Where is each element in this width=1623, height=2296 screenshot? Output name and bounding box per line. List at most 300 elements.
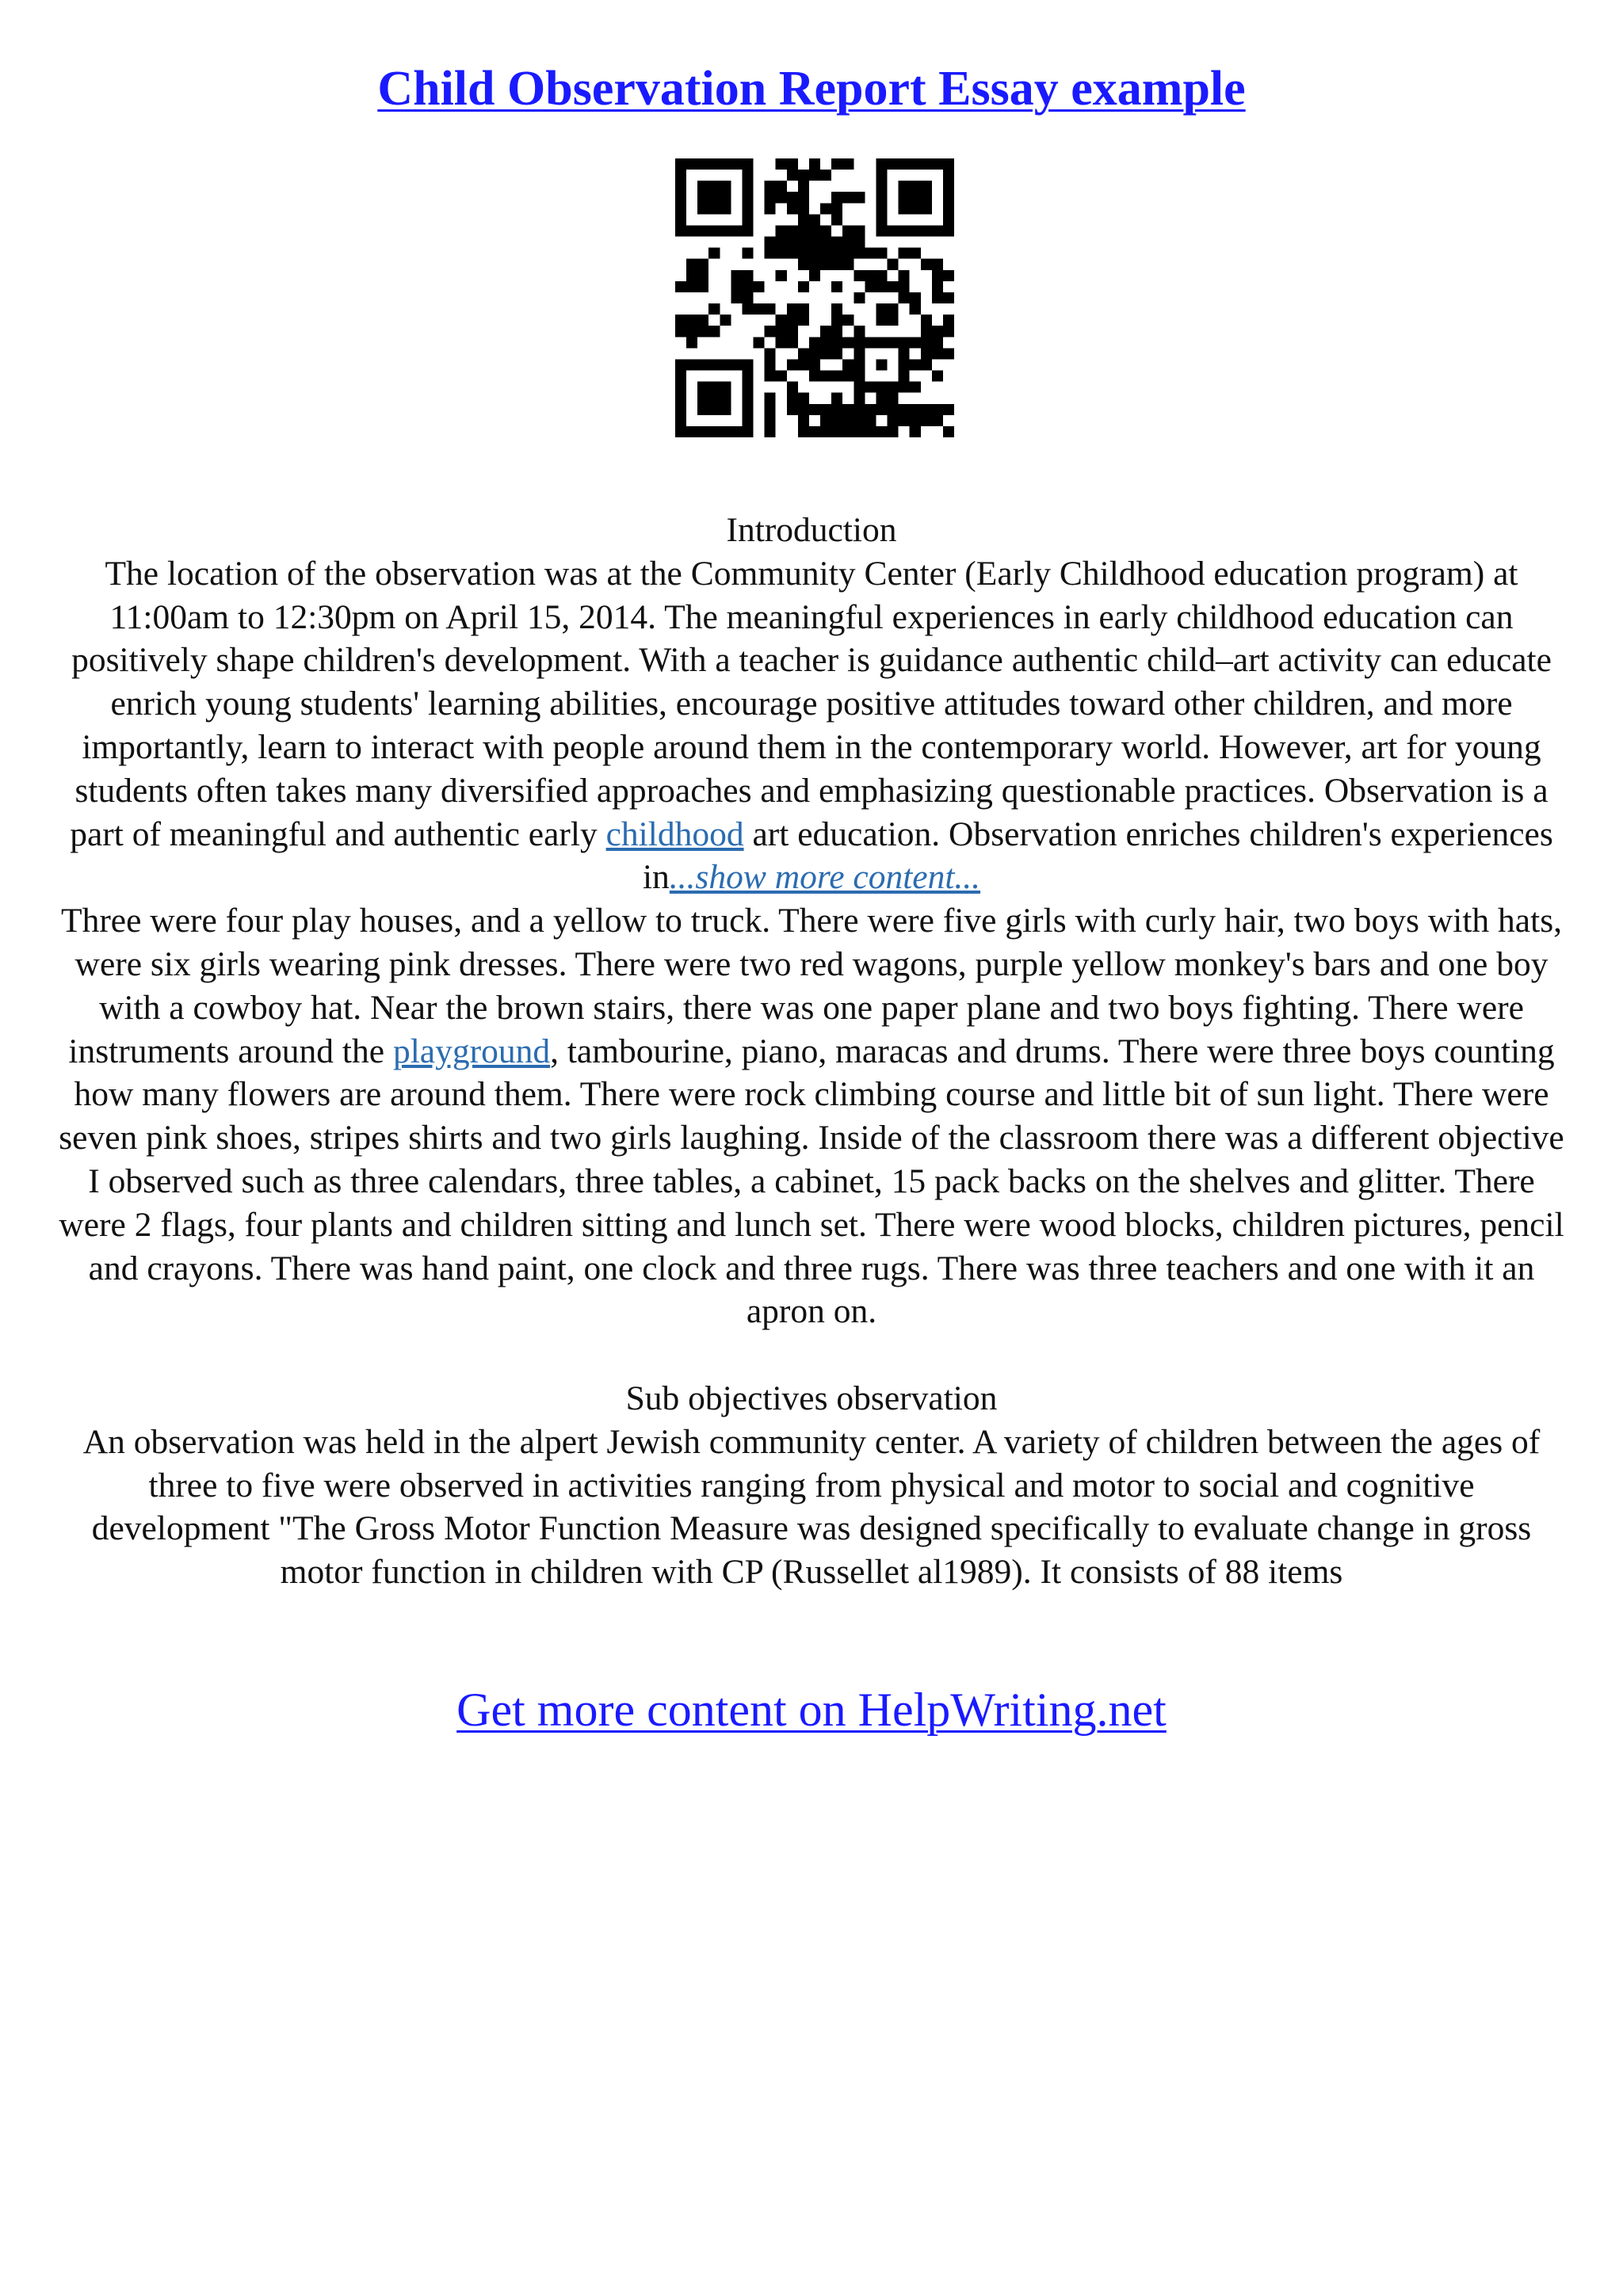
qr-module — [697, 382, 708, 393]
qr-module — [809, 404, 820, 415]
sub-objectives-heading: Sub objectives observation — [625, 1379, 998, 1417]
qr-module — [921, 181, 932, 192]
qr-module — [910, 337, 921, 348]
qr-module — [742, 303, 753, 315]
qr-module — [809, 337, 820, 348]
qr-module — [854, 415, 865, 426]
qr-module — [776, 315, 787, 326]
qr-module — [865, 415, 876, 426]
qr-module — [932, 259, 943, 270]
qr-module — [899, 181, 910, 192]
qr-module — [865, 248, 876, 259]
qr-module — [742, 359, 753, 370]
qr-module — [820, 426, 831, 437]
qr-module — [742, 371, 753, 382]
qr-module — [888, 259, 899, 270]
qr-module — [765, 371, 776, 382]
qr-module — [798, 203, 809, 214]
qr-module — [742, 225, 753, 236]
qr-module — [765, 348, 776, 359]
introduction-text-continued: art education. Observation enriches children's experiences in — [642, 814, 1553, 897]
qr-module — [720, 225, 731, 236]
qr-module — [831, 192, 842, 203]
qr-module — [842, 426, 854, 437]
footer — [0, 1680, 1623, 1740]
qr-module — [675, 214, 686, 225]
qr-module — [854, 382, 865, 393]
qr-module — [675, 170, 686, 181]
qr-module — [765, 237, 776, 248]
qr-module — [765, 248, 776, 259]
qr-module — [854, 393, 865, 404]
qr-module — [731, 158, 742, 170]
qr-module — [910, 359, 921, 370]
qr-module — [798, 404, 809, 415]
qr-module — [798, 315, 809, 326]
title-link[interactable]: Child Observation Report Essay example — [377, 62, 1246, 116]
qr-module — [697, 326, 708, 337]
qr-module — [842, 259, 854, 270]
qr-module — [854, 348, 865, 359]
qr-module — [876, 248, 887, 259]
qr-module — [809, 158, 820, 170]
qr-module — [910, 158, 921, 170]
qr-module — [932, 348, 943, 359]
qr-module — [921, 415, 932, 426]
qr-module — [742, 404, 753, 415]
qr-module — [776, 248, 787, 259]
qr-module — [731, 225, 742, 236]
qr-module — [787, 158, 798, 170]
qr-module — [921, 158, 932, 170]
qr-module — [809, 237, 820, 248]
qr-module — [742, 382, 753, 393]
qr-module — [809, 426, 820, 437]
qr-module — [686, 337, 697, 348]
qr-module — [742, 170, 753, 181]
qr-module — [675, 192, 686, 203]
playground-link[interactable]: playground — [392, 1032, 551, 1070]
qr-module — [708, 303, 720, 315]
qr-module — [831, 315, 842, 326]
qr-module — [910, 181, 921, 192]
qr-module — [720, 158, 731, 170]
document-body — [55, 509, 1568, 1594]
qr-module — [876, 303, 887, 315]
qr-module — [820, 225, 831, 236]
qr-module — [798, 359, 809, 370]
qr-module — [787, 382, 798, 393]
qr-module — [798, 192, 809, 203]
qr-module — [697, 270, 708, 281]
qr-module — [754, 337, 765, 348]
qr-module — [731, 270, 742, 281]
qr-module — [765, 203, 776, 214]
qr-module — [742, 393, 753, 404]
qr-module — [697, 225, 708, 236]
qr-module — [675, 326, 686, 337]
qr-module — [697, 259, 708, 270]
qr-module — [765, 404, 776, 415]
qr-module — [888, 382, 899, 393]
qr-module — [720, 203, 731, 214]
qr-module — [820, 415, 831, 426]
qr-module — [910, 382, 921, 393]
qr-module — [820, 170, 831, 181]
qr-module — [854, 192, 865, 203]
qr-module — [720, 382, 731, 393]
qr-module — [708, 326, 720, 337]
qr-module — [932, 281, 943, 292]
qr-module — [675, 371, 686, 382]
qr-module — [932, 337, 943, 348]
qr-module — [943, 292, 954, 303]
qr-module — [765, 303, 776, 315]
qr-module — [910, 404, 921, 415]
qr-module — [798, 259, 809, 270]
qr-module — [731, 292, 742, 303]
qr-module — [820, 326, 831, 337]
qr-module — [921, 348, 932, 359]
qr-module — [686, 259, 697, 270]
qr-module — [888, 393, 899, 404]
qr-module — [787, 359, 798, 370]
qr-module — [708, 404, 720, 415]
qr-module — [787, 192, 798, 203]
qr-module — [876, 393, 887, 404]
qr-module — [697, 281, 708, 292]
qr-module — [831, 337, 842, 348]
qr-module — [742, 248, 753, 259]
qr-module — [820, 337, 831, 348]
qr-module — [675, 315, 686, 326]
qr-module — [899, 225, 910, 236]
qr-module — [697, 315, 708, 326]
qr-module — [842, 415, 854, 426]
qr-module — [910, 192, 921, 203]
qr-module — [686, 426, 697, 437]
qr-module — [776, 326, 787, 337]
qr-module — [686, 326, 697, 337]
qr-module — [675, 393, 686, 404]
qr-module — [865, 404, 876, 415]
qr-module — [787, 315, 798, 326]
qr-module — [697, 203, 708, 214]
qr-module — [876, 315, 887, 326]
qr-module — [932, 270, 943, 281]
qr-module — [675, 281, 686, 292]
qr-module — [787, 237, 798, 248]
qr-module — [787, 337, 798, 348]
qr-module — [765, 426, 776, 437]
qr-module — [921, 326, 932, 337]
qr-module — [675, 359, 686, 370]
qr-module — [742, 415, 753, 426]
qr-module — [876, 214, 887, 225]
qr-module — [831, 415, 842, 426]
qr-module — [708, 359, 720, 370]
qr-module — [742, 181, 753, 192]
qr-module — [842, 404, 854, 415]
qr-module — [910, 303, 921, 315]
introduction-heading: Introduction — [726, 511, 897, 549]
qr-module — [686, 225, 697, 236]
qr-module — [921, 203, 932, 214]
qr-module — [776, 158, 787, 170]
qr-module — [932, 415, 943, 426]
qr-module — [943, 192, 954, 203]
qr-module — [776, 371, 787, 382]
qr-module — [831, 203, 842, 214]
qr-module — [697, 192, 708, 203]
qr-module — [854, 270, 865, 281]
qr-module — [798, 170, 809, 181]
show-more-content-link[interactable]: ...show more content... — [669, 858, 981, 897]
qr-module — [686, 158, 697, 170]
qr-module — [932, 225, 943, 236]
qr-module — [842, 337, 854, 348]
qr-module — [899, 158, 910, 170]
qr-module — [708, 393, 720, 404]
qr-module — [708, 426, 720, 437]
qr-module — [720, 181, 731, 192]
qr-module — [798, 426, 809, 437]
qr-module — [809, 348, 820, 359]
qr-module — [842, 359, 854, 370]
qr-module — [831, 259, 842, 270]
qr-module — [899, 382, 910, 393]
qr-module — [697, 404, 708, 415]
qr-module — [731, 359, 742, 370]
qr-module — [943, 203, 954, 214]
qr-module — [899, 348, 910, 359]
childhood-link[interactable]: childhood — [605, 814, 744, 853]
qr-module — [742, 192, 753, 203]
qr-module — [921, 225, 932, 236]
qr-module — [899, 371, 910, 382]
paragraph-gap — [55, 1333, 1568, 1377]
qr-module — [776, 337, 787, 348]
qr-module — [842, 192, 854, 203]
introduction-text: The location of the observation was at the Community Center (Early Childhood education program) at 11:00am to 12:30pm on April 15, 2014. The meaningful experiences in early childhood education can positively shape children's development. With a teacher is guidance authentic child–art activity can educate enrich young students' learning abilities, encourage positive attitudes toward other children, and more importantly, learn to interact with people around them in the contemporary world. However, art for young students often takes many diversified approaches and emphasizing questionable practices. Observation is a part of meaningful and authentic early — [70, 554, 1552, 853]
qr-module — [854, 248, 865, 259]
qr-module — [798, 303, 809, 315]
qr-module — [899, 281, 910, 292]
qr-module — [820, 348, 831, 359]
qr-module — [943, 404, 954, 415]
qr-module — [731, 281, 742, 292]
qr-module — [720, 404, 731, 415]
qr-module — [754, 303, 765, 315]
qr-module — [798, 181, 809, 192]
qr-module — [787, 303, 798, 315]
qr-module — [921, 359, 932, 370]
qr-module — [798, 281, 809, 292]
qr-module — [921, 259, 932, 270]
qr-module — [899, 203, 910, 214]
qr-module — [876, 158, 887, 170]
qr-module — [831, 326, 842, 337]
qr-module — [742, 281, 753, 292]
observations-text-continued: , tambourine, piano, maracas and drums. There were three boys counting how many flowers are around them. There were rock climbing course and little bit of sun light. There were seven pink shoes, stripes shirts and two girls laughing. Inside of the classroom there was a different objective I observed such as three calendars, three tables, a cabinet, 15 pack backs on the shelves and glitter. There were 2 flags, four plants and children sitting and lunch set. There were wood blocks, children pictures, pencil and crayons. There was hand paint, one clock and three rugs. There was three teachers and one with it an apron on. — [59, 1032, 1564, 1331]
qr-module — [776, 181, 787, 192]
qr-module — [787, 225, 798, 236]
qr-module — [675, 225, 686, 236]
qr-module — [809, 248, 820, 259]
qr-module — [776, 192, 787, 203]
qr-module — [888, 404, 899, 415]
qr-module — [831, 303, 842, 315]
qr-module — [809, 270, 820, 281]
qr-module — [943, 426, 954, 437]
qr-module — [943, 315, 954, 326]
qr-module — [876, 337, 887, 348]
qr-module — [798, 225, 809, 236]
qr-module — [854, 426, 865, 437]
qr-module — [742, 203, 753, 214]
qr-module — [686, 359, 697, 370]
qr-module — [910, 225, 921, 236]
qr-module — [776, 225, 787, 236]
qr-module — [932, 326, 943, 337]
qr-module — [943, 170, 954, 181]
qr-module — [742, 214, 753, 225]
qr-module — [787, 393, 798, 404]
qr-module — [943, 225, 954, 236]
qr-module — [675, 181, 686, 192]
qr-module — [921, 315, 932, 326]
qr-module — [820, 203, 831, 214]
qr-module — [865, 426, 876, 437]
qr-module — [742, 292, 753, 303]
qr-module — [708, 203, 720, 214]
document-title — [0, 57, 1623, 120]
qr-module — [888, 281, 899, 292]
qr-module — [697, 158, 708, 170]
qr-module — [865, 281, 876, 292]
qr-module — [720, 315, 731, 326]
qr-module — [876, 404, 887, 415]
qr-module — [932, 158, 943, 170]
qr-module — [899, 337, 910, 348]
qr-module — [932, 371, 943, 382]
qr-module — [876, 181, 887, 192]
observations-paragraph — [55, 899, 1568, 1333]
qr-module — [876, 359, 887, 370]
qr-module — [675, 415, 686, 426]
qr-module — [910, 203, 921, 214]
qr-module — [675, 426, 686, 437]
qr-module — [820, 404, 831, 415]
qr-module — [842, 315, 854, 326]
qr-module — [854, 404, 865, 415]
qr-module — [697, 359, 708, 370]
qr-module — [831, 371, 842, 382]
qr-module — [675, 158, 686, 170]
qr-code-icon — [675, 158, 954, 437]
qr-module — [765, 192, 776, 203]
qr-module — [876, 203, 887, 214]
qr-module — [697, 181, 708, 192]
qr-module — [708, 158, 720, 170]
qr-module — [899, 415, 910, 426]
qr-module — [686, 315, 697, 326]
qr-module — [876, 225, 887, 236]
qr-module — [899, 404, 910, 415]
qr-module — [899, 192, 910, 203]
qr-module — [842, 225, 854, 236]
introduction-paragraph — [55, 552, 1568, 899]
qr-module — [809, 259, 820, 270]
qr-module — [865, 382, 876, 393]
qr-module — [809, 170, 820, 181]
qr-module — [943, 348, 954, 359]
qr-module — [831, 426, 842, 437]
qr-module — [697, 393, 708, 404]
qr-module — [708, 192, 720, 203]
qr-module — [943, 158, 954, 170]
qr-module — [708, 382, 720, 393]
qr-module — [809, 371, 820, 382]
qr-module — [831, 237, 842, 248]
sub-objectives-paragraph: An observation was held in the alpert Jewish community center. A variety of children between the ages of three to five were observed in activities ranging from physical and motor to social and cognitive development "The Gross Motor Function Measure was designed specifically to evaluate change in gross motor function in children with CP (Russellet al1989). It consists of 88 items — [82, 1422, 1541, 1592]
qr-module — [876, 192, 887, 203]
qr-module — [899, 248, 910, 259]
qr-module — [921, 192, 932, 203]
qr-module — [708, 181, 720, 192]
qr-module — [899, 292, 910, 303]
qr-module — [787, 203, 798, 214]
qr-module — [899, 359, 910, 370]
qr-module — [820, 371, 831, 382]
qr-module — [765, 393, 776, 404]
qr-module — [943, 181, 954, 192]
qr-module — [932, 292, 943, 303]
qr-module — [888, 225, 899, 236]
qr-module — [798, 393, 809, 404]
qr-module — [720, 393, 731, 404]
get-more-content-link[interactable]: Get more content on HelpWriting.net — [456, 1684, 1167, 1736]
qr-module — [787, 248, 798, 259]
qr-module — [798, 237, 809, 248]
qr-module — [820, 248, 831, 259]
qr-module — [798, 348, 809, 359]
qr-module — [697, 426, 708, 437]
qr-module — [854, 225, 865, 236]
qr-module — [943, 326, 954, 337]
qr-module — [686, 281, 697, 292]
qr-module — [921, 404, 932, 415]
qr-module — [708, 225, 720, 236]
qr-module — [831, 158, 842, 170]
qr-module — [888, 315, 899, 326]
qr-module — [798, 248, 809, 259]
qr-module — [842, 158, 854, 170]
qr-module — [831, 393, 842, 404]
qr-module — [798, 214, 809, 225]
qr-module — [820, 237, 831, 248]
qr-module — [708, 248, 720, 259]
qr-module — [910, 292, 921, 303]
qr-module — [888, 337, 899, 348]
qr-module — [854, 237, 865, 248]
qr-module — [842, 237, 854, 248]
qr-module — [809, 225, 820, 236]
qr-module — [675, 404, 686, 415]
qr-module — [765, 181, 776, 192]
qr-module — [720, 192, 731, 203]
qr-module — [675, 382, 686, 393]
